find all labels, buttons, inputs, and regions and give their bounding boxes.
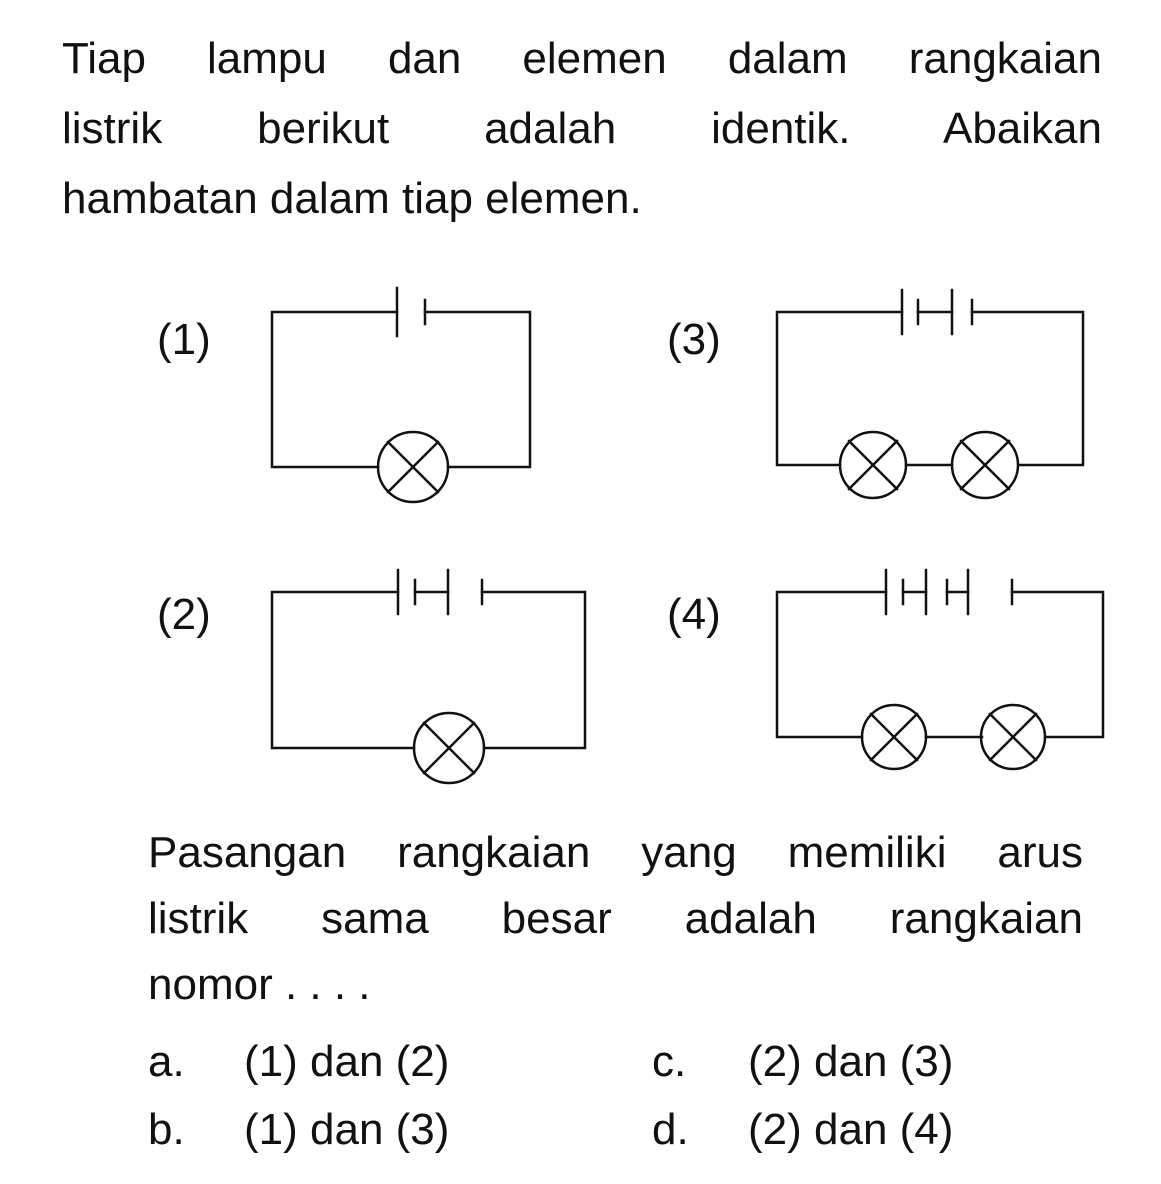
- option-c-text: (2) dan (3): [748, 1037, 954, 1086]
- question-line-1: Pasangan rangkaian yang memiliki arus: [148, 828, 1083, 877]
- intro-line-1: Tiap lampu dan elemen dalam rangkaian: [62, 34, 1102, 83]
- option-c[interactable]: [652, 1037, 953, 1087]
- circuit-1-label: (1): [157, 315, 211, 364]
- circuit-2-wire-right: [482, 592, 585, 748]
- circuit-4-lamp-1: [862, 705, 926, 769]
- circuit-2-label: (2): [157, 590, 211, 639]
- option-b-letter: b.: [148, 1105, 185, 1154]
- circuit-4: [777, 570, 1103, 769]
- option-d[interactable]: [652, 1105, 953, 1155]
- circuit-3-label: (3): [667, 315, 721, 364]
- intro-line-2: listrik berikut adalah identik. Abaikan: [62, 104, 1102, 153]
- option-b-text: (1) dan (3): [244, 1105, 450, 1154]
- option-c-letter: c.: [652, 1037, 687, 1086]
- option-d-letter: d.: [652, 1105, 689, 1154]
- circuit-1-wire-left: [272, 312, 397, 467]
- intro-line-3: hambatan dalam tiap elemen.: [62, 174, 642, 223]
- circuit-3-lamp-2: [952, 432, 1018, 498]
- option-a-text: (1) dan (2): [244, 1037, 450, 1086]
- circuit-3-battery: [902, 290, 972, 334]
- circuit-2-battery: [398, 570, 482, 614]
- circuit-4-wire-right: [1012, 592, 1103, 737]
- circuit-3: [777, 290, 1083, 498]
- circuit-3-wire-right: [972, 312, 1083, 465]
- circuit-3-wire-left: [777, 312, 902, 465]
- circuit-2: [272, 570, 585, 783]
- circuit-1-battery: [397, 288, 425, 336]
- circuit-2-lamp: [414, 713, 484, 783]
- circuit-4-lamp-2: [981, 705, 1045, 769]
- circuit-2-wire-left: [272, 592, 414, 748]
- option-d-text: (2) dan (4): [748, 1105, 954, 1154]
- option-a-letter: a.: [148, 1037, 185, 1086]
- circuit-4-battery: [886, 570, 1012, 614]
- question-line-2: listrik sama besar adalah rangkaian: [148, 894, 1083, 943]
- circuit-4-label: (4): [667, 590, 721, 639]
- question-text: [148, 820, 1083, 1018]
- circuit-1: [272, 288, 530, 502]
- circuit-1-lamp: [378, 432, 448, 502]
- option-b[interactable]: [148, 1105, 449, 1155]
- circuit-3-lamp-1: [840, 432, 906, 498]
- option-a[interactable]: [148, 1037, 449, 1087]
- question-line-3: nomor . . . .: [148, 960, 371, 1009]
